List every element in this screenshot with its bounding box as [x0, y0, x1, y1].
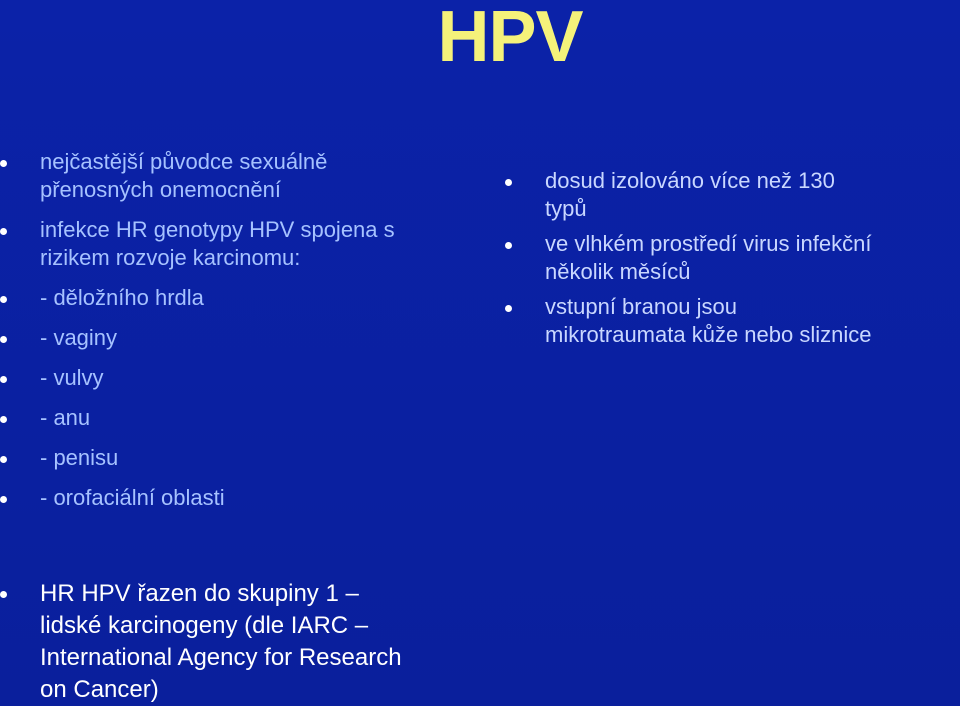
- list-item-text: - děložního hrdla: [40, 285, 204, 310]
- list-item-text: infekce HR genotypy HPV spojena s rizikem rozvoje karcinomu:: [40, 217, 395, 270]
- list-item: [0, 404, 480, 432]
- list-item: [505, 167, 960, 223]
- list-item-text-line2: několik měsíců: [545, 259, 691, 284]
- list-item: [0, 216, 460, 272]
- bullet-icon: [0, 228, 7, 235]
- bullet-icon: [505, 179, 512, 186]
- list-item-text-line1: dosud izolováno více než 130: [545, 168, 835, 193]
- list-item-text-line2: mikrotraumata kůže nebo sliznice: [545, 322, 872, 347]
- list-item-text-line3: International Agency for Research: [40, 644, 402, 671]
- list-item: [0, 324, 480, 352]
- list-item-text-line1: HR HPV řazen do skupiny 1 –: [40, 580, 359, 607]
- list-item: [0, 364, 480, 392]
- bullet-icon: [0, 591, 7, 598]
- list-item-text: - penisu: [40, 445, 119, 470]
- bullet-icon: [0, 160, 7, 167]
- list-item: [0, 484, 480, 512]
- list-item-text: - orofaciální oblasti: [40, 485, 225, 510]
- list-item: [505, 293, 960, 349]
- list-item-text-line1: ve vlhkém prostředí virus infekční: [545, 231, 872, 256]
- list-item-text-line2: typů: [545, 196, 587, 221]
- list-item-text-line2: lidské karcinogeny (dle IARC –: [40, 612, 369, 639]
- list-item: [505, 230, 960, 286]
- list-item: [0, 444, 480, 472]
- list-item-text: - vulvy: [40, 365, 104, 390]
- list-item-text: nejčastější původce sexuálně přenosných onemocnění: [40, 149, 328, 202]
- right-bullet-list: [505, 167, 960, 356]
- list-item-text: - vaginy: [40, 325, 118, 350]
- bullet-icon: [0, 336, 7, 343]
- slide-title: HPV: [437, 0, 583, 77]
- left-bullet-list: [0, 148, 480, 524]
- bullet-icon: [505, 242, 512, 249]
- bottom-bullet-list: [0, 578, 480, 706]
- list-item: [0, 578, 480, 706]
- list-item-text-line4: on Cancer): [40, 676, 159, 703]
- bullet-icon: [505, 305, 512, 312]
- list-item: [0, 148, 400, 204]
- list-item-text: - anu: [40, 405, 91, 430]
- bullet-icon: [0, 376, 7, 383]
- list-item: [0, 284, 480, 312]
- bullet-icon: [0, 296, 7, 303]
- bullet-icon: [0, 416, 7, 423]
- bullet-icon: [0, 456, 7, 463]
- bullet-icon: [0, 496, 7, 503]
- list-item-text-line1: vstupní branou jsou: [545, 294, 738, 319]
